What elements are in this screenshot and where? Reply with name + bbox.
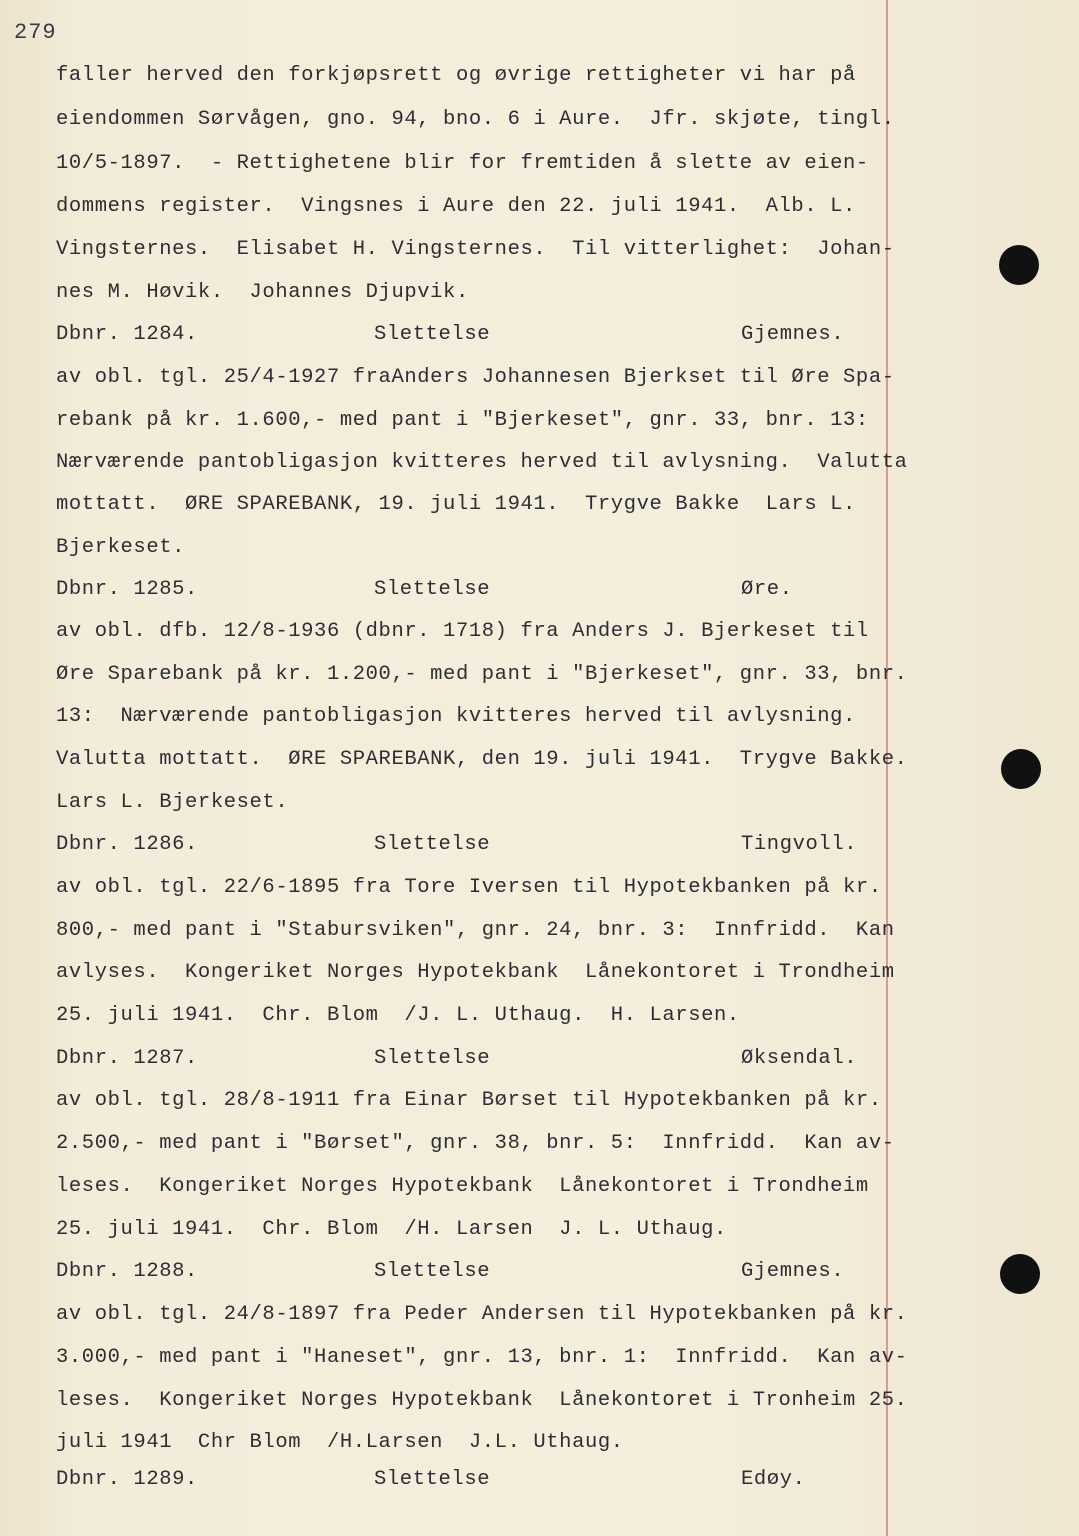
entry-place: Tingvoll. <box>741 833 858 856</box>
text-line: leses. Kongeriket Norges Hypotekbank Lånekontoret i Tronheim 25. <box>56 1389 908 1412</box>
punch-hole <box>1000 1254 1040 1294</box>
text-line: Vingsternes. Elisabet H. Vingsternes. Til vitterlighet: Johan- <box>56 238 895 261</box>
text-line: eiendommen Sørvågen, gno. 94, bno. 6 i Aure. Jfr. skjøte, tingl. <box>56 108 895 131</box>
text-line: 3.000,- med pant i "Haneset", gnr. 13, bnr. 1: Innfridd. Kan av- <box>56 1346 908 1369</box>
text-line: mottatt. ØRE SPAREBANK, 19. juli 1941. Trygve Bakke Lars L. <box>56 493 856 516</box>
text-line: 25. juli 1941. Chr. Blom /J. L. Uthaug. H. Larsen. <box>56 1004 740 1027</box>
text-line: dommens register. Vingsnes i Aure den 22. juli 1941. Alb. L. <box>56 195 856 218</box>
entry-number: Dbnr. 1287. <box>56 1047 198 1070</box>
text-line: Bjerkeset. <box>56 536 186 559</box>
entry-place: Gjemnes. <box>741 323 845 346</box>
text-line: 2.500,- med pant i "Børset", gnr. 38, bnr. 5: Innfridd. Kan av- <box>56 1132 895 1155</box>
text-line: avlyses. Kongeriket Norges Hypotekbank Lånekontoret i Trondheim <box>56 961 895 984</box>
entry-number: Dbnr. 1289. <box>56 1468 198 1491</box>
text-line: Lars L. Bjerkeset. <box>56 791 289 814</box>
text-line: Valutta mottatt. ØRE SPAREBANK, den 19. juli 1941. Trygve Bakke. <box>56 748 908 771</box>
entry-place: Øksendal. <box>741 1047 858 1070</box>
page-number: 279 <box>14 20 57 45</box>
punch-hole <box>1001 749 1041 789</box>
text-line: nes M. Høvik. Johannes Djupvik. <box>56 281 469 304</box>
text-line: rebank på kr. 1.600,- med pant i "Bjerkeset", gnr. 33, bnr. 13: <box>56 409 869 432</box>
entry-type: Slettelse <box>374 578 491 601</box>
text-line: av obl. tgl. 28/8-1911 fra Einar Børset til Hypotekbanken på kr. <box>56 1089 882 1112</box>
entry-type: Slettelse <box>374 1047 491 1070</box>
text-line: av obl. tgl. 22/6-1895 fra Tore Iversen til Hypotekbanken på kr. <box>56 876 882 899</box>
entry-place: Edøy. <box>741 1468 806 1491</box>
text-line: 13: Nærværende pantobligasjon kvitteres herved til avlysning. <box>56 705 856 728</box>
entry-type: Slettelse <box>374 1468 491 1491</box>
entry-place: Gjemnes. <box>741 1260 845 1283</box>
text-line: 10/5-1897. - Rettighetene blir for fremtiden å slette av eien- <box>56 152 869 175</box>
text-line: faller herved den forkjøpsrett og øvrige rettigheter vi har på <box>56 64 856 87</box>
entry-number: Dbnr. 1285. <box>56 578 198 601</box>
entry-type: Slettelse <box>374 833 491 856</box>
entry-type: Slettelse <box>374 323 491 346</box>
text-line: av obl. tgl. 24/8-1897 fra Peder Andersen til Hypotekbanken på kr. <box>56 1303 908 1326</box>
text-line: Øre Sparebank på kr. 1.200,- med pant i "Bjerkeset", gnr. 33, bnr. <box>56 663 908 686</box>
text-line: av obl. dfb. 12/8-1936 (dbnr. 1718) fra Anders J. Bjerkeset til <box>56 620 869 643</box>
text-line: 25. juli 1941. Chr. Blom /H. Larsen J. L. Uthaug. <box>56 1218 727 1241</box>
text-line: Nærværende pantobligasjon kvitteres herved til avlysning. Valutta <box>56 451 908 474</box>
text-line: juli 1941 Chr Blom /H.Larsen J.L. Uthaug. <box>56 1431 624 1454</box>
text-line: 800,- med pant i "Stabursviken", gnr. 24, bnr. 3: Innfridd. Kan <box>56 919 895 942</box>
entry-type: Slettelse <box>374 1260 491 1283</box>
entry-number: Dbnr. 1284. <box>56 323 198 346</box>
punch-hole <box>999 245 1039 285</box>
entry-number: Dbnr. 1286. <box>56 833 198 856</box>
text-line: leses. Kongeriket Norges Hypotekbank Lånekontoret i Trondheim <box>56 1175 869 1198</box>
text-line: av obl. tgl. 25/4-1927 fraAnders Johannesen Bjerkset til Øre Spa- <box>56 366 895 389</box>
entry-number: Dbnr. 1288. <box>56 1260 198 1283</box>
entry-place: Øre. <box>741 578 793 601</box>
